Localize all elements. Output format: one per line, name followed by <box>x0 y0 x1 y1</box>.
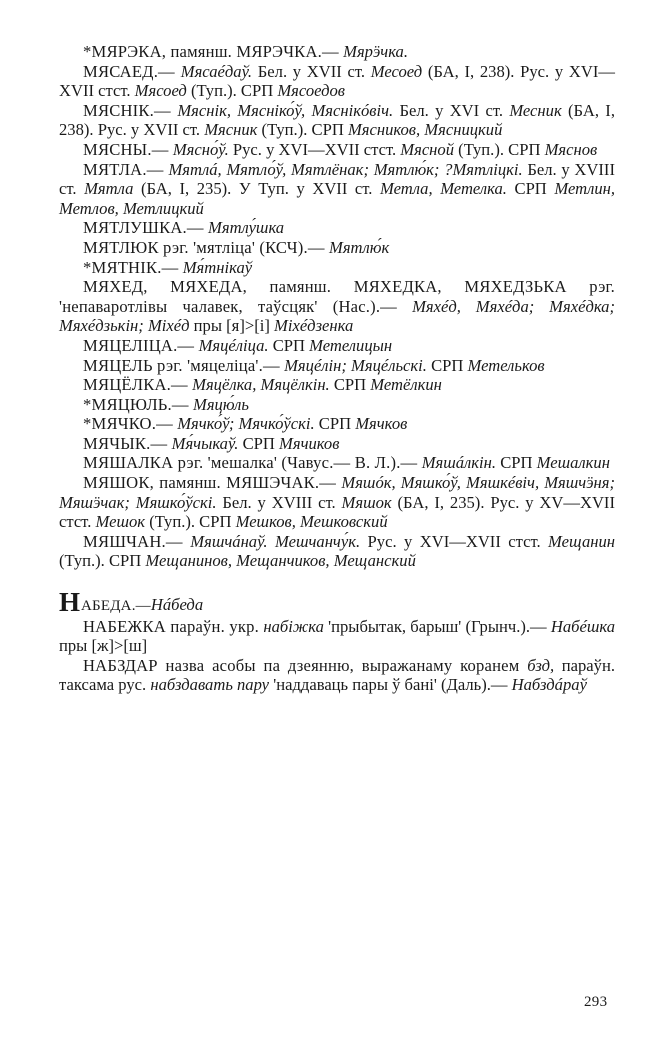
entry-text: (Туп.). СРП <box>257 120 348 140</box>
entry-italic-text: Мясников, Мясницкий <box>347 120 503 140</box>
entry-text: параўн. таксама рус. <box>59 655 615 695</box>
entry-text: (Туп.). СРП <box>59 551 146 571</box>
entry-text: Бел. у XVII ст. <box>252 61 371 81</box>
entry-italic-text: Мяцёлка, Мяцёлкін. <box>192 375 330 395</box>
entry-italic-text: Мяцю́ль <box>193 394 249 414</box>
dictionary-entry <box>59 453 615 473</box>
entry-italic-text: Нáбеда <box>150 595 204 615</box>
entry-italic-text: Мяшáлкін. <box>421 453 497 473</box>
entry-text: СРП <box>238 433 280 453</box>
dictionary-entry <box>59 434 615 454</box>
entry-italic-text: Мя́тнікаў <box>182 257 253 277</box>
entry-italic-text: Набéшка <box>550 616 616 636</box>
entry-text: (БА, I, 235). Рус. у XV—XVII стст. <box>59 492 615 532</box>
entry-headword: МЯСНІК.— <box>83 100 178 120</box>
entry-italic-text: Мещанин <box>548 531 615 551</box>
entry-headword: АБЕДА.— <box>81 598 151 615</box>
dictionary-entry <box>59 101 615 140</box>
dictionary-entry <box>59 160 615 219</box>
entry-italic-text: Мяшок <box>341 492 392 512</box>
entry-italic-text: Метелицын <box>309 335 393 355</box>
entry-text: (Туп.). СРП <box>186 81 278 101</box>
entry-headword: *МЯТНІК.— <box>83 257 183 277</box>
dictionary-entry <box>59 258 615 278</box>
entry-text: пры [я]>[і] <box>189 316 275 336</box>
entry-italic-text: Мя́чыкаў. <box>171 433 239 453</box>
entry-italic-text: Метёлкин <box>370 375 442 395</box>
entry-italic-text: Мяцéлін; Мяцéльскі. <box>284 355 427 375</box>
entry-text: (Туп.). СРП <box>145 512 236 532</box>
entry-italic-text: Мятлу́шка <box>208 218 285 238</box>
entry-text: (Туп.). СРП <box>454 139 545 159</box>
entry-italic-text: Мяснов <box>544 139 598 159</box>
entry-text: Бел. у XVIII ст. <box>59 159 615 199</box>
entry-text: СРП <box>496 453 537 473</box>
entry-italic-text: Мятлю́к <box>329 237 390 257</box>
entry-headword: *МЯЦЮЛЬ.— <box>83 394 194 414</box>
entry-italic-text: Мясной <box>400 139 455 159</box>
entry-text: СРП <box>268 335 310 355</box>
entry-italic-text: Мятлá, Мятло́ў, Мятлёнак; Мятлю́к; ?Мятліцкі. <box>168 159 523 179</box>
entry-text: Рус. у XVI—XVII стст. <box>228 139 401 159</box>
entry-headword: МЯСНЫ.— <box>83 139 173 159</box>
entry-headword: МЯХЕД, МЯХЕДА, памянш. МЯХЕДКА, МЯХЕДЗЬКА рэг. 'непаваротлівы чалавек, таўсцяк' (Нас.).— <box>59 277 615 316</box>
dictionary-entry <box>59 277 615 336</box>
entry-headword: МЯСАЕД.— <box>83 61 181 81</box>
section-initial-letter: Н <box>59 587 82 618</box>
entry-italic-text: Метла, Метелка. <box>380 179 507 199</box>
entry-italic-text: Метлин, Метлов, Метлицкий <box>59 179 616 218</box>
entry-italic-text: набздавать пару <box>150 675 270 695</box>
entry-text: пры [ж]>[ш] <box>59 636 148 656</box>
dictionary-entry <box>59 238 615 258</box>
page-number: 293 <box>584 994 608 1010</box>
entry-headword: МЯШЧАН.— <box>83 531 191 551</box>
entry-text: 'прыбытак, барыш' (Грынч.).— <box>323 616 551 636</box>
entry-headword: МЯТЛА.— <box>83 159 169 179</box>
dictionary-entry <box>59 395 615 415</box>
dictionary-entry <box>59 617 615 656</box>
entry-italic-text: Мешок <box>95 512 146 532</box>
entry-italic-text: Мяшчáнаў. Мешчанчу́к. <box>190 531 361 551</box>
dictionary-entry <box>59 140 615 160</box>
entry-headword: НАБЗДАР назва асобы па дзеянню, выражанаму коранем <box>83 655 528 675</box>
entry-text: 'наддаваць пары ў бані' (Даль).— <box>269 675 512 695</box>
dictionary-entry <box>59 375 615 395</box>
entry-italic-text: набіжка <box>263 616 324 636</box>
entry-headword: МЯЦЕЛІЦА.— <box>83 335 199 355</box>
dictionary-entry <box>59 414 615 434</box>
entry-italic-text: Мешков, Мешковский <box>235 512 388 532</box>
entry-italic-text: Мячков <box>355 414 408 434</box>
entry-headword: МЯТЛУШКА.— <box>83 218 209 238</box>
dictionary-entry <box>59 356 615 376</box>
entry-italic-text: Мещанинов, Мещанчиков, Мещанский <box>145 551 416 571</box>
entry-italic-text: Мяснік, Мясніко́ў, Мяснікóвіч. <box>177 100 394 120</box>
entry-italic-text: Мятла <box>84 179 134 199</box>
entry-italic-text: Мясоед <box>134 81 187 101</box>
entry-headword: МЯШАЛКА рэг. 'мешалка' (Чавус.— В. Л.).— <box>83 453 422 473</box>
dictionary-entry <box>59 656 615 695</box>
entry-headword: МЯТЛЮК рэг. 'мятліца' (КСЧ).— <box>83 237 329 257</box>
entry-text: СРП <box>426 355 468 375</box>
entry-headword: МЯЦЕЛЬ рэг. 'мяцеліца'.— <box>83 355 285 375</box>
entry-text: (БА, I, 238). Рус. у XVI—XVII стст. <box>59 61 615 101</box>
dictionary-entry <box>59 336 615 356</box>
entry-italic-text: Мешалкин <box>536 453 610 473</box>
entry-headword: *МЯЧКО.— <box>83 414 178 434</box>
entry-italic-text: Мясоедов <box>277 81 345 101</box>
entry-italic-text: Міхéдзенка <box>274 316 354 336</box>
entry-italic-text: Метельков <box>467 355 545 375</box>
entry-italic-text: Мярӭчка. <box>343 42 408 61</box>
entry-text: (БА, I, 235). У Туп. у XVII ст. <box>133 179 381 199</box>
dictionary-entry <box>59 532 615 571</box>
entry-text: Бел. у XVI ст. <box>393 100 510 120</box>
entry-text: СРП <box>314 414 356 434</box>
entry-italic-text: Мясаéдаў. <box>180 61 253 81</box>
entry-italic-text: Месоед <box>370 61 423 81</box>
entry-text: СРП <box>329 375 371 395</box>
entry-italic-text: Мясник <box>204 120 258 140</box>
dictionary-entry <box>59 62 615 101</box>
entry-italic-text: Набздáраў <box>511 675 587 695</box>
entry-italic-text: Мяцéліца. <box>198 335 269 355</box>
dictionary-entry <box>59 42 615 62</box>
entry-italic-text: Мяшóк, Мяшко́ў, Мяшкéвіч, Мяшчӭня; Мяшӭчак; Мяшко́ўскі. <box>59 473 615 512</box>
entry-italic-text: Месник <box>509 100 562 120</box>
entry-headword: МЯЧЫК.— <box>83 433 172 453</box>
entry-text: Рус. у XVI—XVII стст. <box>360 531 549 551</box>
dictionary-page <box>59 42 615 695</box>
entry-italic-text: бзд, <box>527 655 555 675</box>
entry-italic-text: Мясно́ў. <box>172 139 229 159</box>
entry-text: Бел. у XVIII ст. <box>216 492 342 512</box>
dictionary-entry <box>59 473 615 532</box>
dictionary-entry <box>59 218 615 238</box>
entry-italic-text: Мячиков <box>279 433 340 453</box>
section-entry <box>59 587 615 618</box>
entry-headword: МЯШОК, памянш. МЯШЭЧАК.— <box>83 473 342 493</box>
entry-headword: НАБЕЖКА параўн. укр. <box>83 616 264 636</box>
entry-headword: МЯЦЁЛКА.— <box>83 375 193 395</box>
entry-italic-text: Мячко́ў; Мячко́ўскі. <box>177 414 315 434</box>
entry-italic-text: Мяхéд, Мяхéда; Мяхéдка; Мяхéдзькін; Міхéд <box>59 296 616 336</box>
entry-headword: *МЯРЭКА, памянш. МЯРЭЧКА.— <box>83 42 344 61</box>
entry-text: (БА, I, 238). Рус. у XVII ст. <box>59 100 615 140</box>
entry-text: СРП <box>506 179 555 199</box>
